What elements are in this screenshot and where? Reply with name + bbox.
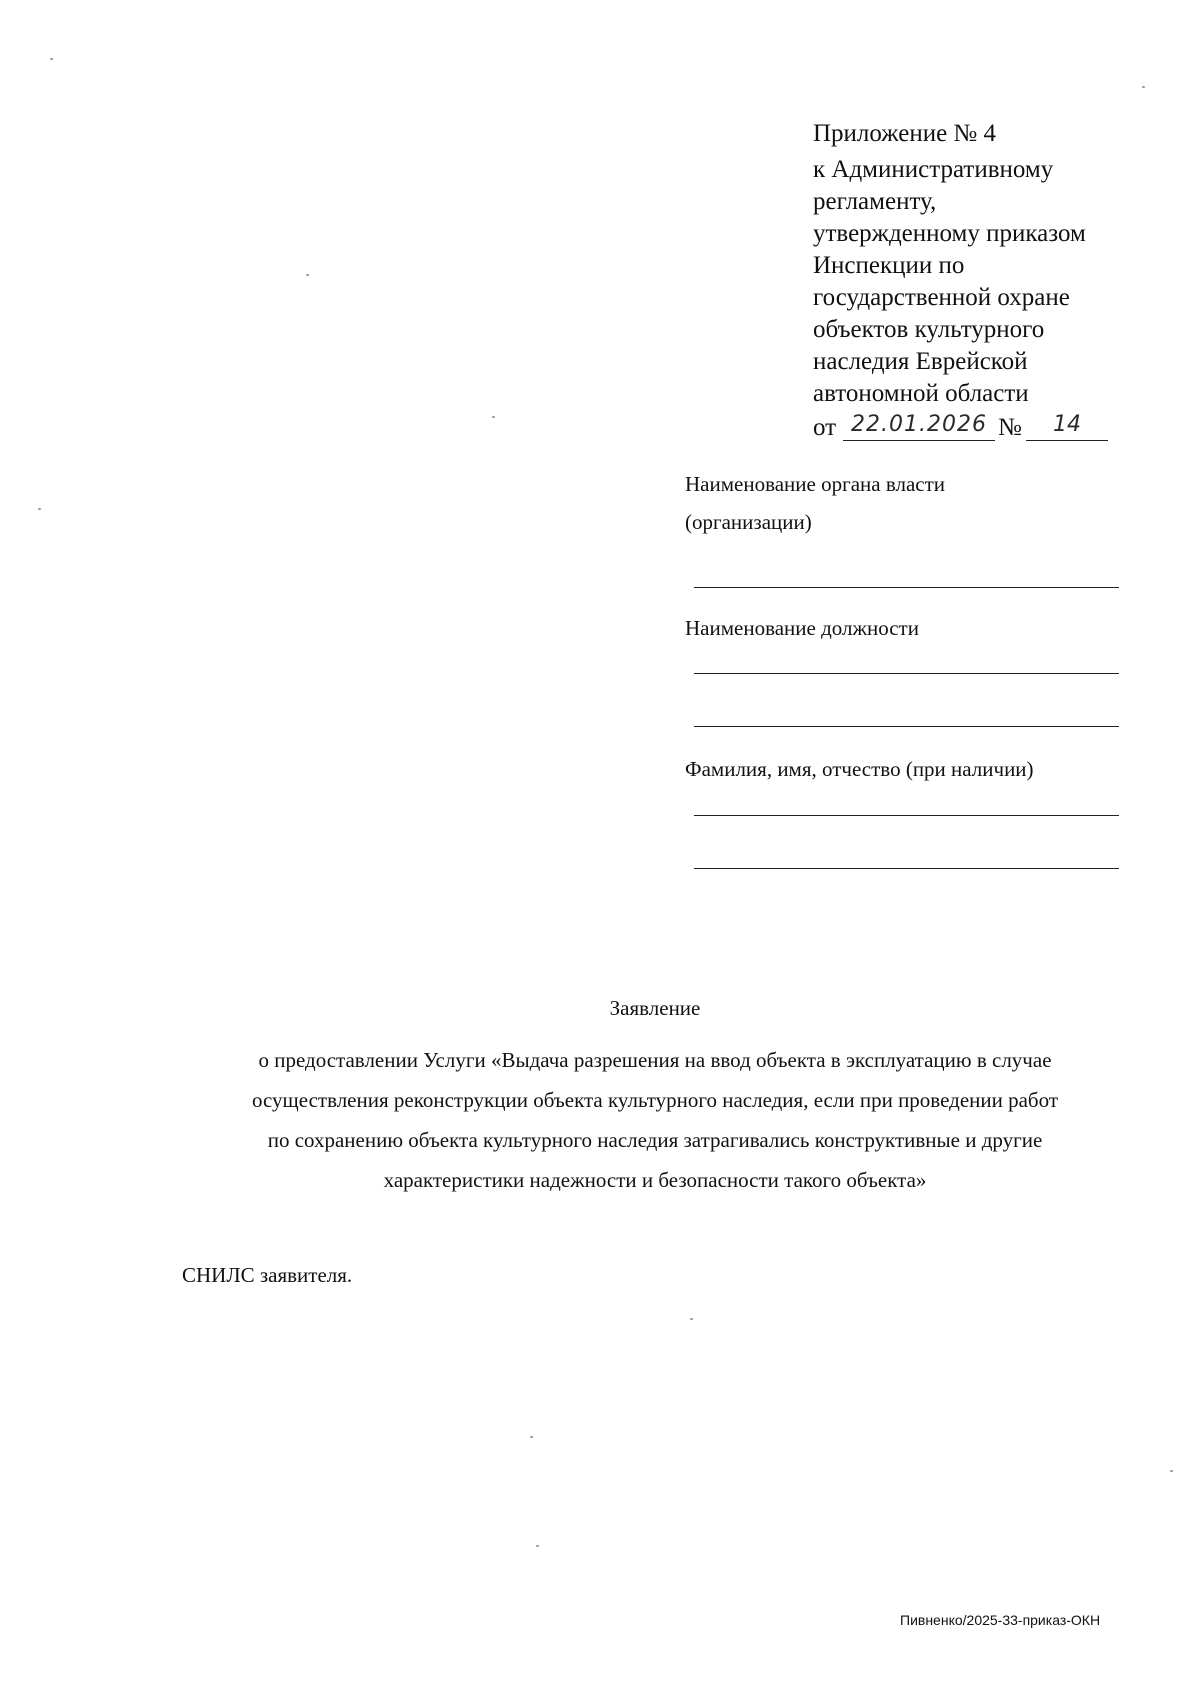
statement-body — [170, 1040, 1140, 1200]
appendix-line: объектов культурного — [813, 316, 1045, 343]
scan-speck — [690, 1318, 693, 1320]
scan-speck — [530, 1436, 533, 1438]
appendix-line: государственной охране — [813, 284, 1070, 311]
scan-speck — [1142, 86, 1145, 88]
fullname-blank-line[interactable] — [694, 815, 1119, 816]
order-date-handwritten: 22.01.2026 — [843, 410, 995, 441]
position-blank-line[interactable] — [694, 726, 1119, 727]
order-number-handwritten: 14 — [1026, 410, 1108, 441]
statement-line: о предоставлении Услуги «Выдача разрешения на ввод объекта в эксплуатацию в случае — [258, 1048, 1052, 1072]
appendix-line: автономной области — [813, 380, 1029, 407]
authority-label — [685, 465, 1125, 541]
appendix-header — [813, 118, 1143, 444]
appendix-line: регламенту, — [813, 188, 937, 215]
fullname-label: Фамилия, имя, отчество (при наличии) — [685, 757, 1034, 781]
scan-speck — [306, 274, 309, 276]
scan-speck — [536, 1545, 539, 1547]
fullname-blank-line[interactable] — [694, 868, 1119, 869]
order-date-row — [813, 410, 1143, 444]
statement-line: осуществления реконструкции объекта культурного наследия, если при проведении работ — [251, 1088, 1059, 1112]
position-label: Наименование должности — [685, 616, 919, 640]
number-prefix: № — [998, 414, 1022, 441]
document-reference: Пивненко/2025-33-приказ-ОКН — [900, 1612, 1101, 1628]
appendix-title: Приложение № 4 — [813, 120, 997, 147]
statement-title: Заявление — [609, 996, 701, 1020]
scan-speck — [1170, 1470, 1173, 1472]
scan-speck — [50, 58, 53, 60]
authority-label-line2: (организации) — [685, 510, 812, 534]
snils-label: СНИЛС заявителя. — [182, 1263, 353, 1287]
scan-speck — [38, 508, 41, 510]
statement-line: по сохранению объекта культурного наследия затрагивались конструктивные и другие — [267, 1128, 1043, 1152]
authority-label-line1: Наименование органа власти — [685, 472, 945, 496]
statement-line: характеристики надежности и безопасности такого объекта» — [383, 1168, 927, 1192]
appendix-line: Инспекции по — [813, 252, 965, 279]
scan-speck — [492, 416, 495, 418]
appendix-line: утвержденному приказом — [813, 220, 1086, 247]
appendix-line: наследия Еврейской — [813, 348, 1028, 375]
appendix-line: к Административному — [813, 156, 1054, 183]
date-prefix: от — [813, 414, 837, 441]
authority-blank-line[interactable] — [694, 587, 1119, 588]
position-blank-line[interactable] — [694, 673, 1119, 674]
